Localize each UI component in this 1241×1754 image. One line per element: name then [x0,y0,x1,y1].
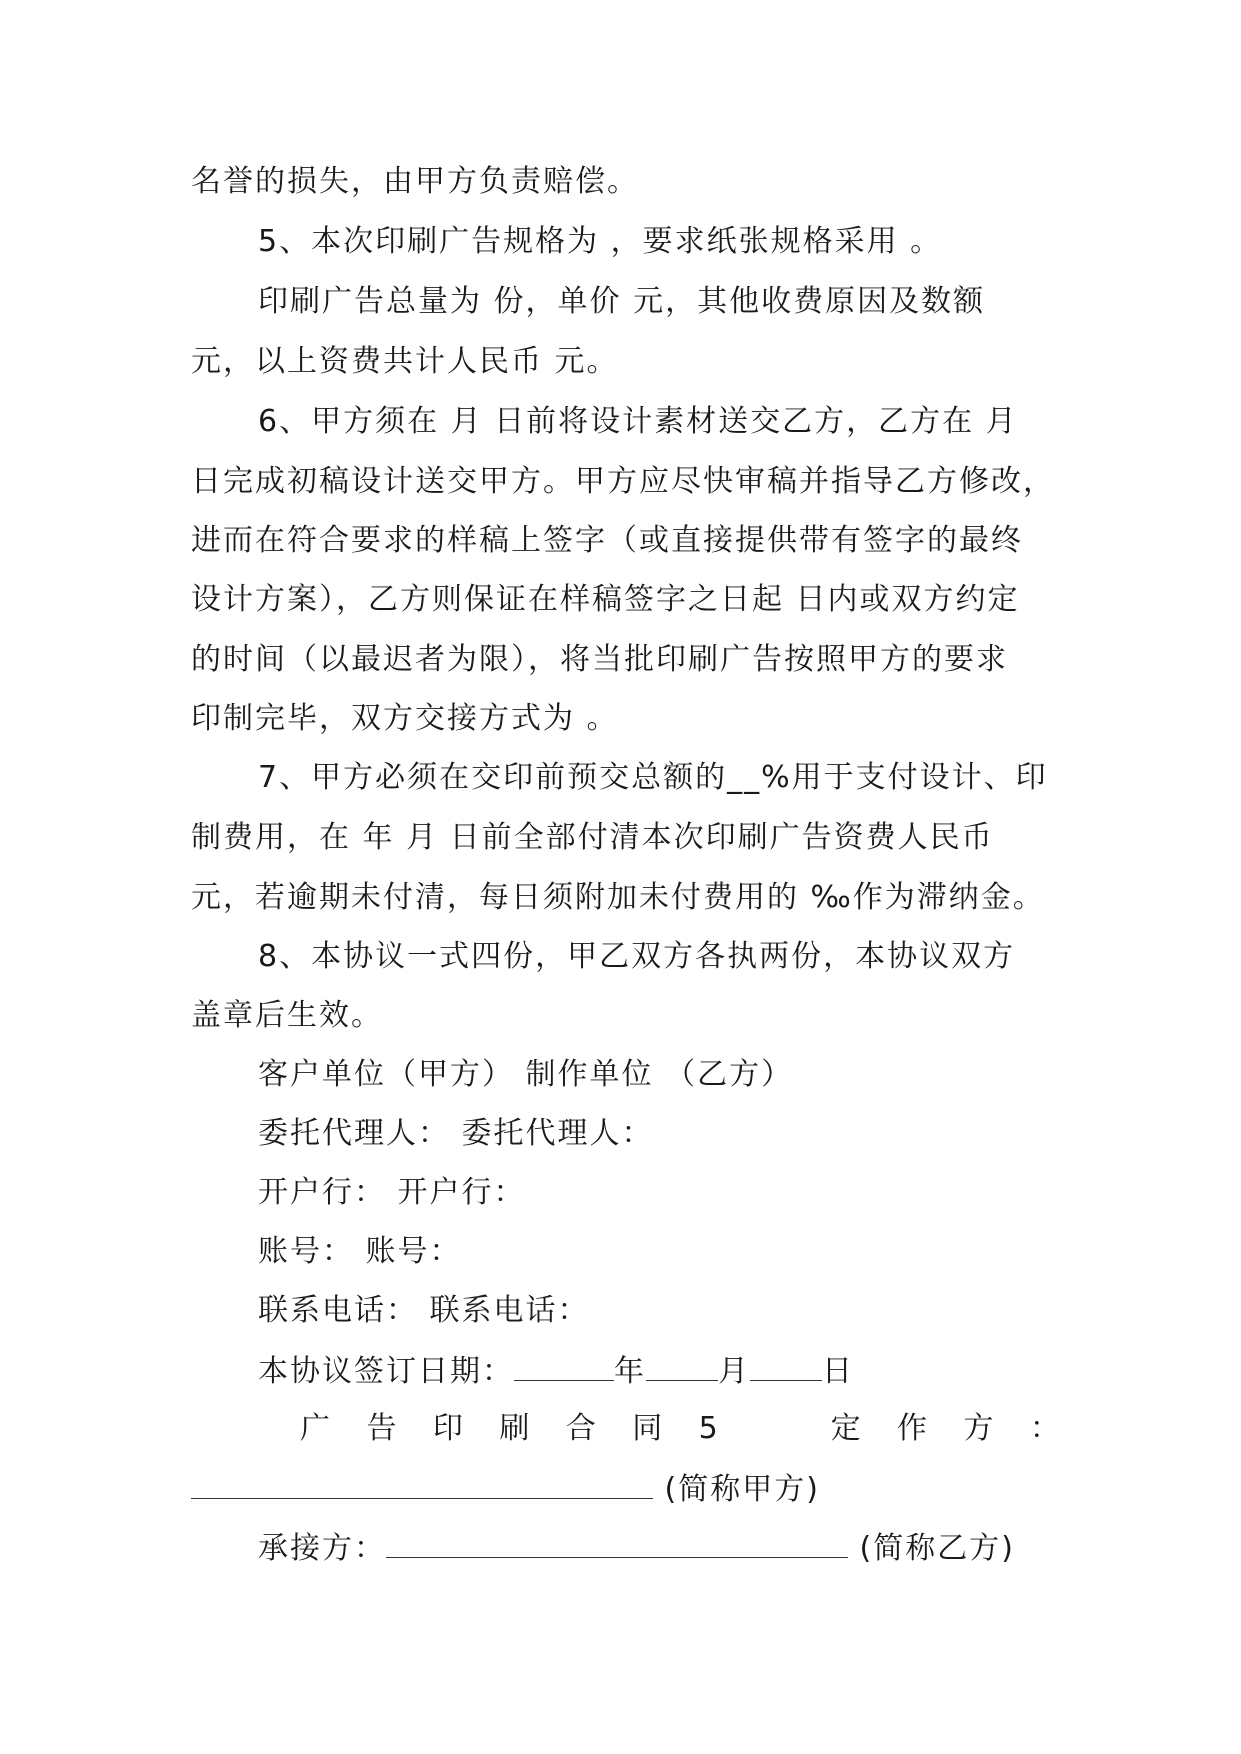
party-b-name-blank[interactable] [386,1527,848,1558]
day-blank[interactable] [750,1350,822,1381]
title-char: 定 [830,1411,861,1446]
text-line: 的时间（以最迟者为限），将当批印刷广告按照甲方的要求 [191,642,1008,677]
signature-phone-labels: 联系电话： 联系电话： [258,1293,590,1328]
text-line: 5、本次印刷广告规格为 ，要求纸张规格采用 。 [258,224,943,259]
party-a-line [191,1468,1061,1508]
signature-agent-labels: 委托代理人： 委托代理人： [258,1116,654,1151]
party-b-line [258,1527,1128,1567]
text-line: 进而在符合要求的样稿上签字（或直接提供带有签字的最终 [191,523,1023,558]
year-blank[interactable] [514,1350,614,1381]
signature-account-labels: 账号： 账号： [258,1234,462,1269]
year-label: 年 [614,1354,646,1389]
title-char: 同 [632,1411,663,1446]
text-line: 元，若逾期未付清，每日须附加未付费用的 ‰作为滞纳金。 [191,880,1045,915]
day-label: 日 [822,1354,854,1389]
text-line: 7、甲方必须在交印前预交总额的__%用于支付设计、印 [258,760,1048,795]
text-line: 制费用，在 年 月 日前全部付清本次印刷广告资费人民币 [191,820,994,855]
title-char: 告 [366,1411,397,1446]
signing-date-label: 本协议签订日期： [258,1354,514,1389]
month-label: 月 [718,1354,750,1389]
title-char: 印 [432,1411,463,1446]
text-line: 印刷广告总量为 份，单价 元，其他收费原因及数额 [258,284,986,319]
title-char: 作 [897,1411,928,1446]
contract-title-line [300,1409,1060,1449]
party-b-suffix: (简称乙方) [859,1531,1015,1566]
text-line: 6、甲方须在 月 日前将设计素材送交乙方，乙方在 月 [258,404,1018,439]
party-a-suffix: (简称甲方) [664,1472,820,1507]
signature-bank-labels: 开户行： 开户行： [258,1175,526,1210]
text-line: 盖章后生效。 [191,998,383,1033]
title-char: 合 [565,1411,596,1446]
signature-party-labels: 客户单位（甲方） 制作单位 （乙方） [258,1057,794,1092]
party-a-name-blank[interactable] [191,1468,653,1499]
title-char: ： [1029,1411,1060,1446]
text-line: 8、本协议一式四份，甲乙双方各执两份，本协议双方 [258,939,1016,974]
title-char: 广 [300,1411,330,1446]
title-char: 方 [963,1411,994,1446]
month-blank[interactable] [646,1350,718,1381]
text-line: 印制完毕，双方交接方式为 。 [191,701,619,736]
text-line: 元，以上资费共计人民币 元。 [191,344,619,379]
text-line: 名誉的损失，由甲方负责赔偿。 [191,164,639,199]
title-char: 刷 [499,1411,530,1446]
text-line: 日完成初稿设计送交甲方。甲方应尽快审稿并指导乙方修改， [191,464,1055,499]
contract-number: 5 [698,1411,718,1446]
text-line: 设计方案），乙方则保证在样稿签字之日起 日内或双方约定 [191,582,1020,617]
signing-date-line [258,1350,1128,1390]
party-b-label: 承接方： [258,1531,386,1566]
